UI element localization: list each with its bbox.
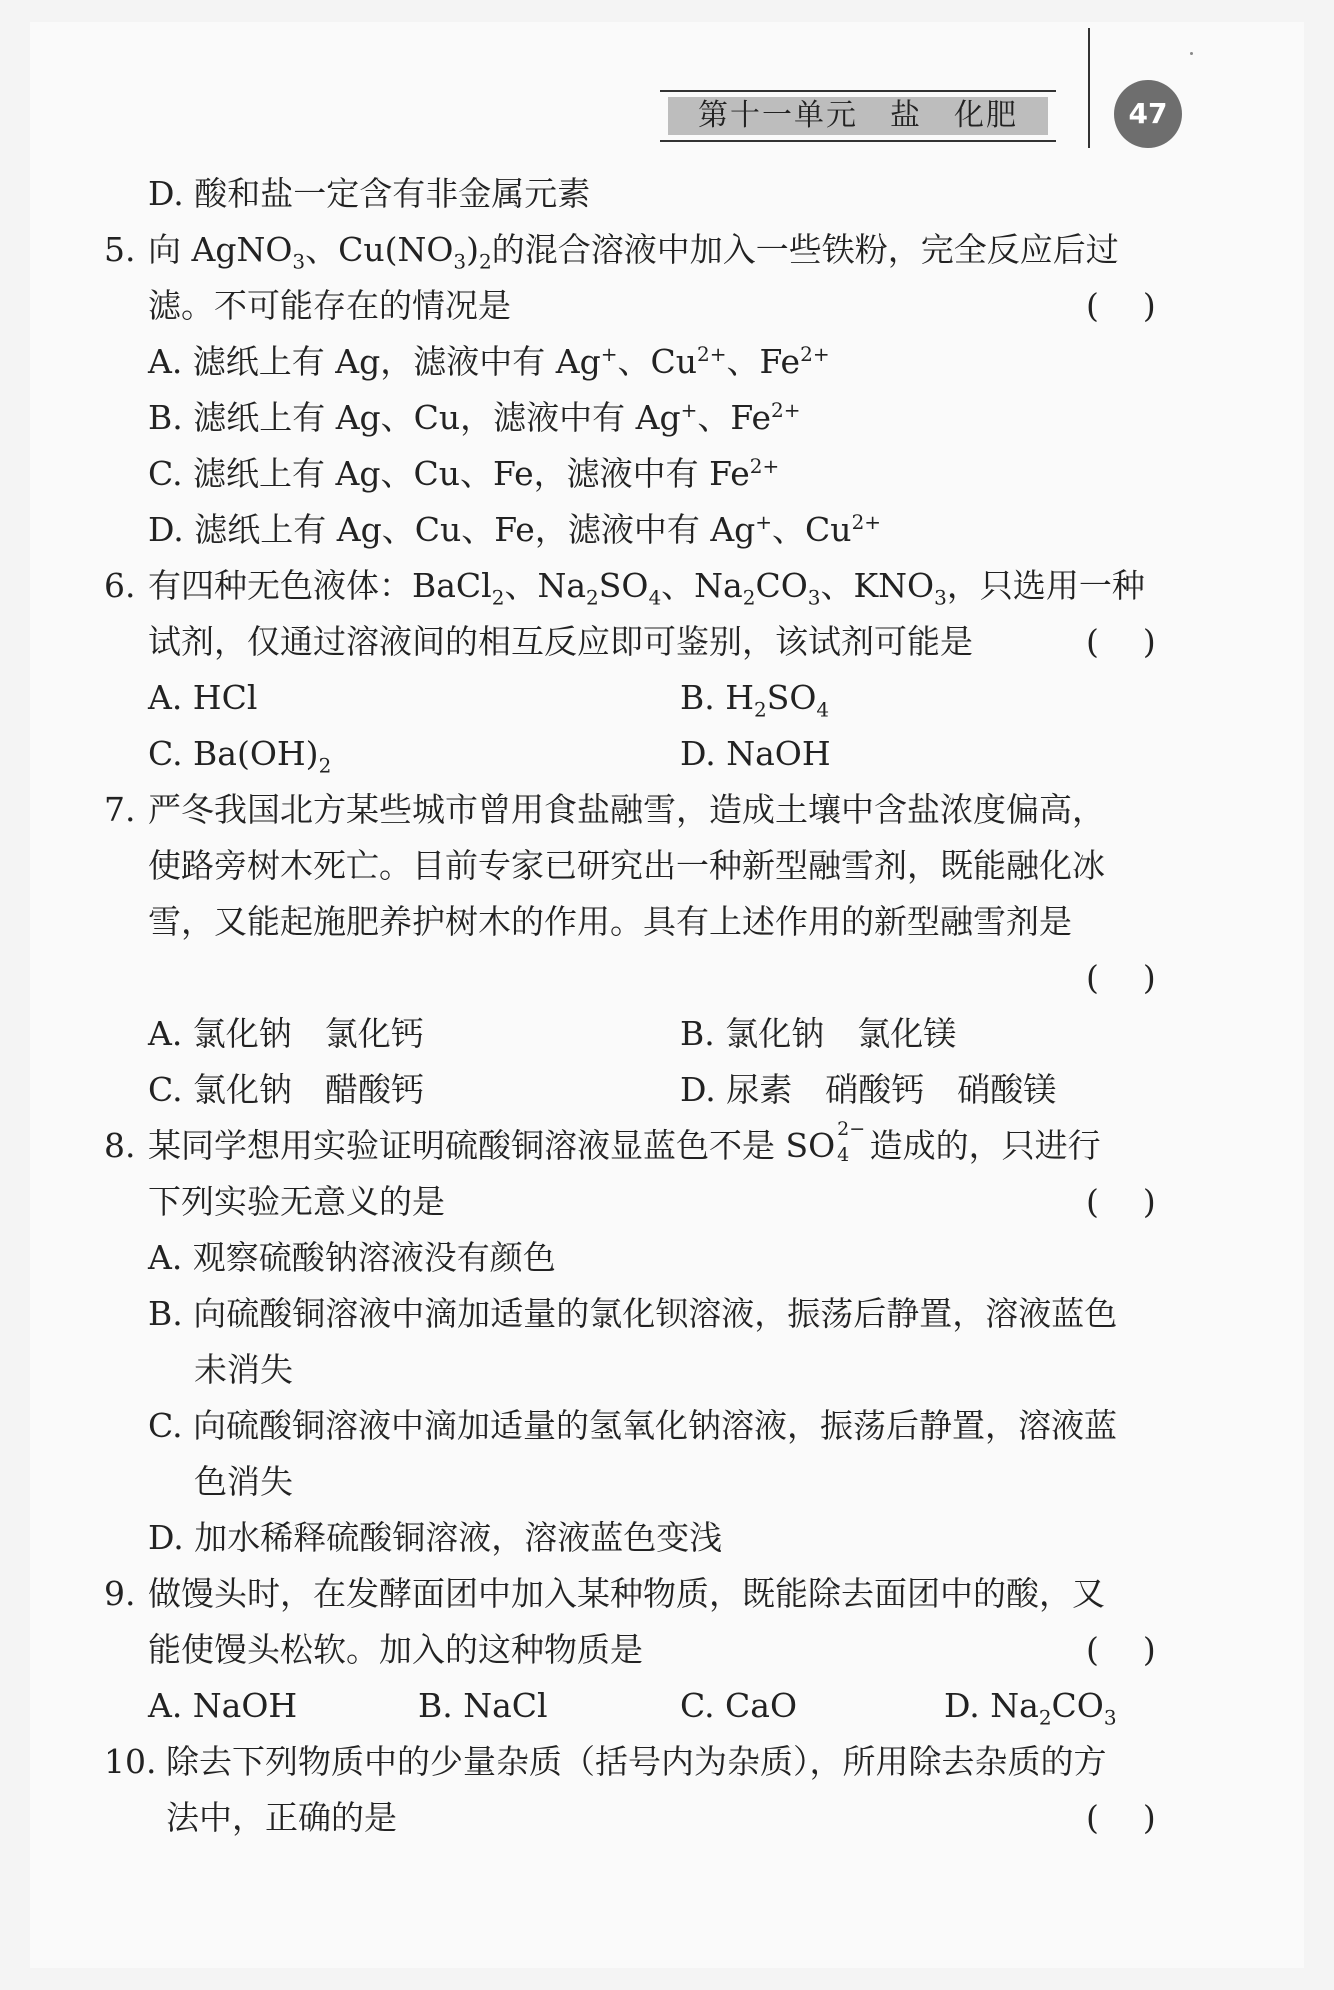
q7-stem-line3: 雪，又能起施肥养护树木的作用。具有上述作用的新型融雪剂是 [148,902,1072,941]
q6-number: 6. [104,566,136,605]
q10-stem-line2: 法中，正确的是 [166,1798,397,1837]
q9-number: 9. [104,1574,136,1613]
q9-stem-line2: 能使馒头松软。加入的这种物质是 [148,1630,643,1669]
page-number-badge: 47 [1114,80,1182,148]
q8-option-a: A. 观察硫酸钠溶液没有颜色 [148,1238,556,1277]
q7-stem-line2: 使路旁树木死亡。目前专家已研究出一种新型融雪剂，既能融化冰 [148,846,1105,885]
q6-option-a: A. HCl [148,678,258,717]
q5-option-d: D. 滤纸上有 Ag、Cu、Fe，滤液中有 Ag+、$Cu^{2+}$ [148,510,882,549]
q6-option-b: B. $H_2SO_4$ [680,678,830,722]
q5-stem-line1: 向 AgNO$_3$、$Cu(NO_3)_2$的混合溶液中加入一些铁粉，完全反应后过 [148,230,1119,274]
header-rule-bottom [660,140,1056,142]
q7-answer-blank: () [1086,958,1200,997]
q6-option-d: D. NaOH [680,734,831,773]
q9-option-c: C. CaO [680,1686,798,1725]
q8-option-d: D. 加水稀释硫酸铜溶液，溶液蓝色变浅 [148,1518,723,1557]
q4-option-d: D. 酸和盐一定含有非金属元素 [148,174,591,213]
sulfate-charge: 2− 4 [837,1118,866,1166]
q6-stem-line1: 有四种无色液体：BaCl$_2$、$Na_2SO_4$、$Na_2CO_3$、$KNO_3$，只选用一种 [148,566,1145,610]
q10-answer-blank: () [1086,1798,1200,1837]
q5-number: 5. [104,230,136,269]
q7-option-c: C. 氯化钠 醋酸钙 [148,1070,425,1109]
q5-answer-blank: () [1086,286,1200,325]
q8-stem-line1: 某同学想用实验证明硫酸铜溶液显蓝色不是 SO 2− 4 造成的，只进行 [148,1118,1101,1166]
q5-option-c: C. 滤纸上有 Ag、Cu、Fe，滤液中有 $Fe^{2+}$ [148,454,780,493]
decorative-dot [1190,52,1193,55]
q5-stem-line2: 滤。不可能存在的情况是 [148,286,511,325]
q8-option-b-line2: 未消失 [194,1350,293,1389]
header-divider [1088,28,1090,148]
q6-option-c: C. $Ba(OH)_2$ [148,734,332,778]
q6-answer-blank: () [1086,622,1200,661]
q7-option-b: B. 氯化钠 氯化镁 [680,1014,957,1053]
q10-number: 10. [104,1742,157,1781]
q5-option-b: B. 滤纸上有 Ag、Cu，滤液中有 Ag+、$Fe^{2+}$ [148,398,801,437]
q8-option-c-line2: 色消失 [194,1462,293,1501]
q8-option-c-line1: C. 向硫酸铜溶液中滴加适量的氢氧化钠溶液，振荡后静置，溶液蓝 [148,1406,1118,1445]
q7-option-d: D. 尿素 硝酸钙 硝酸镁 [680,1070,1057,1109]
q7-number: 7. [104,790,136,829]
q7-option-a: A. 氯化钠 氯化钙 [148,1014,424,1053]
q7-stem-line1: 严冬我国北方某些城市曾用食盐融雪，造成土壤中含盐浓度偏高， [148,790,1105,829]
q9-option-a: A. NaOH [148,1686,298,1725]
q8-answer-blank: () [1086,1182,1200,1221]
q9-option-d: D. $Na_2CO_3$ [944,1686,1117,1730]
q9-stem-line1: 做馒头时，在发酵面团中加入某种物质，既能除去面团中的酸，又 [148,1574,1105,1613]
q6-stem-line2: 试剂，仅通过溶液间的相互反应即可鉴别，该试剂可能是 [148,622,973,661]
q10-stem-line1: 除去下列物质中的少量杂质（括号内为杂质），所用除去杂质的方 [166,1742,1107,1781]
header-rule-top [660,90,1056,92]
q8-stem-line2: 下列实验无意义的是 [148,1182,445,1221]
q8-number: 8. [104,1126,136,1165]
q8-option-b-line1: B. 向硫酸铜溶液中滴加适量的氯化钡溶液，振荡后静置，溶液蓝色 [148,1294,1118,1333]
q9-option-b: B. NaCl [418,1686,548,1725]
q5-option-a: A. 滤纸上有 Ag，滤液中有 Ag+、$Cu^{2+}$、$Fe^{2+}$ [148,342,830,381]
header-unit-title: 第十一单元 盐 化肥 [668,97,1048,135]
q9-answer-blank: () [1086,1630,1200,1669]
